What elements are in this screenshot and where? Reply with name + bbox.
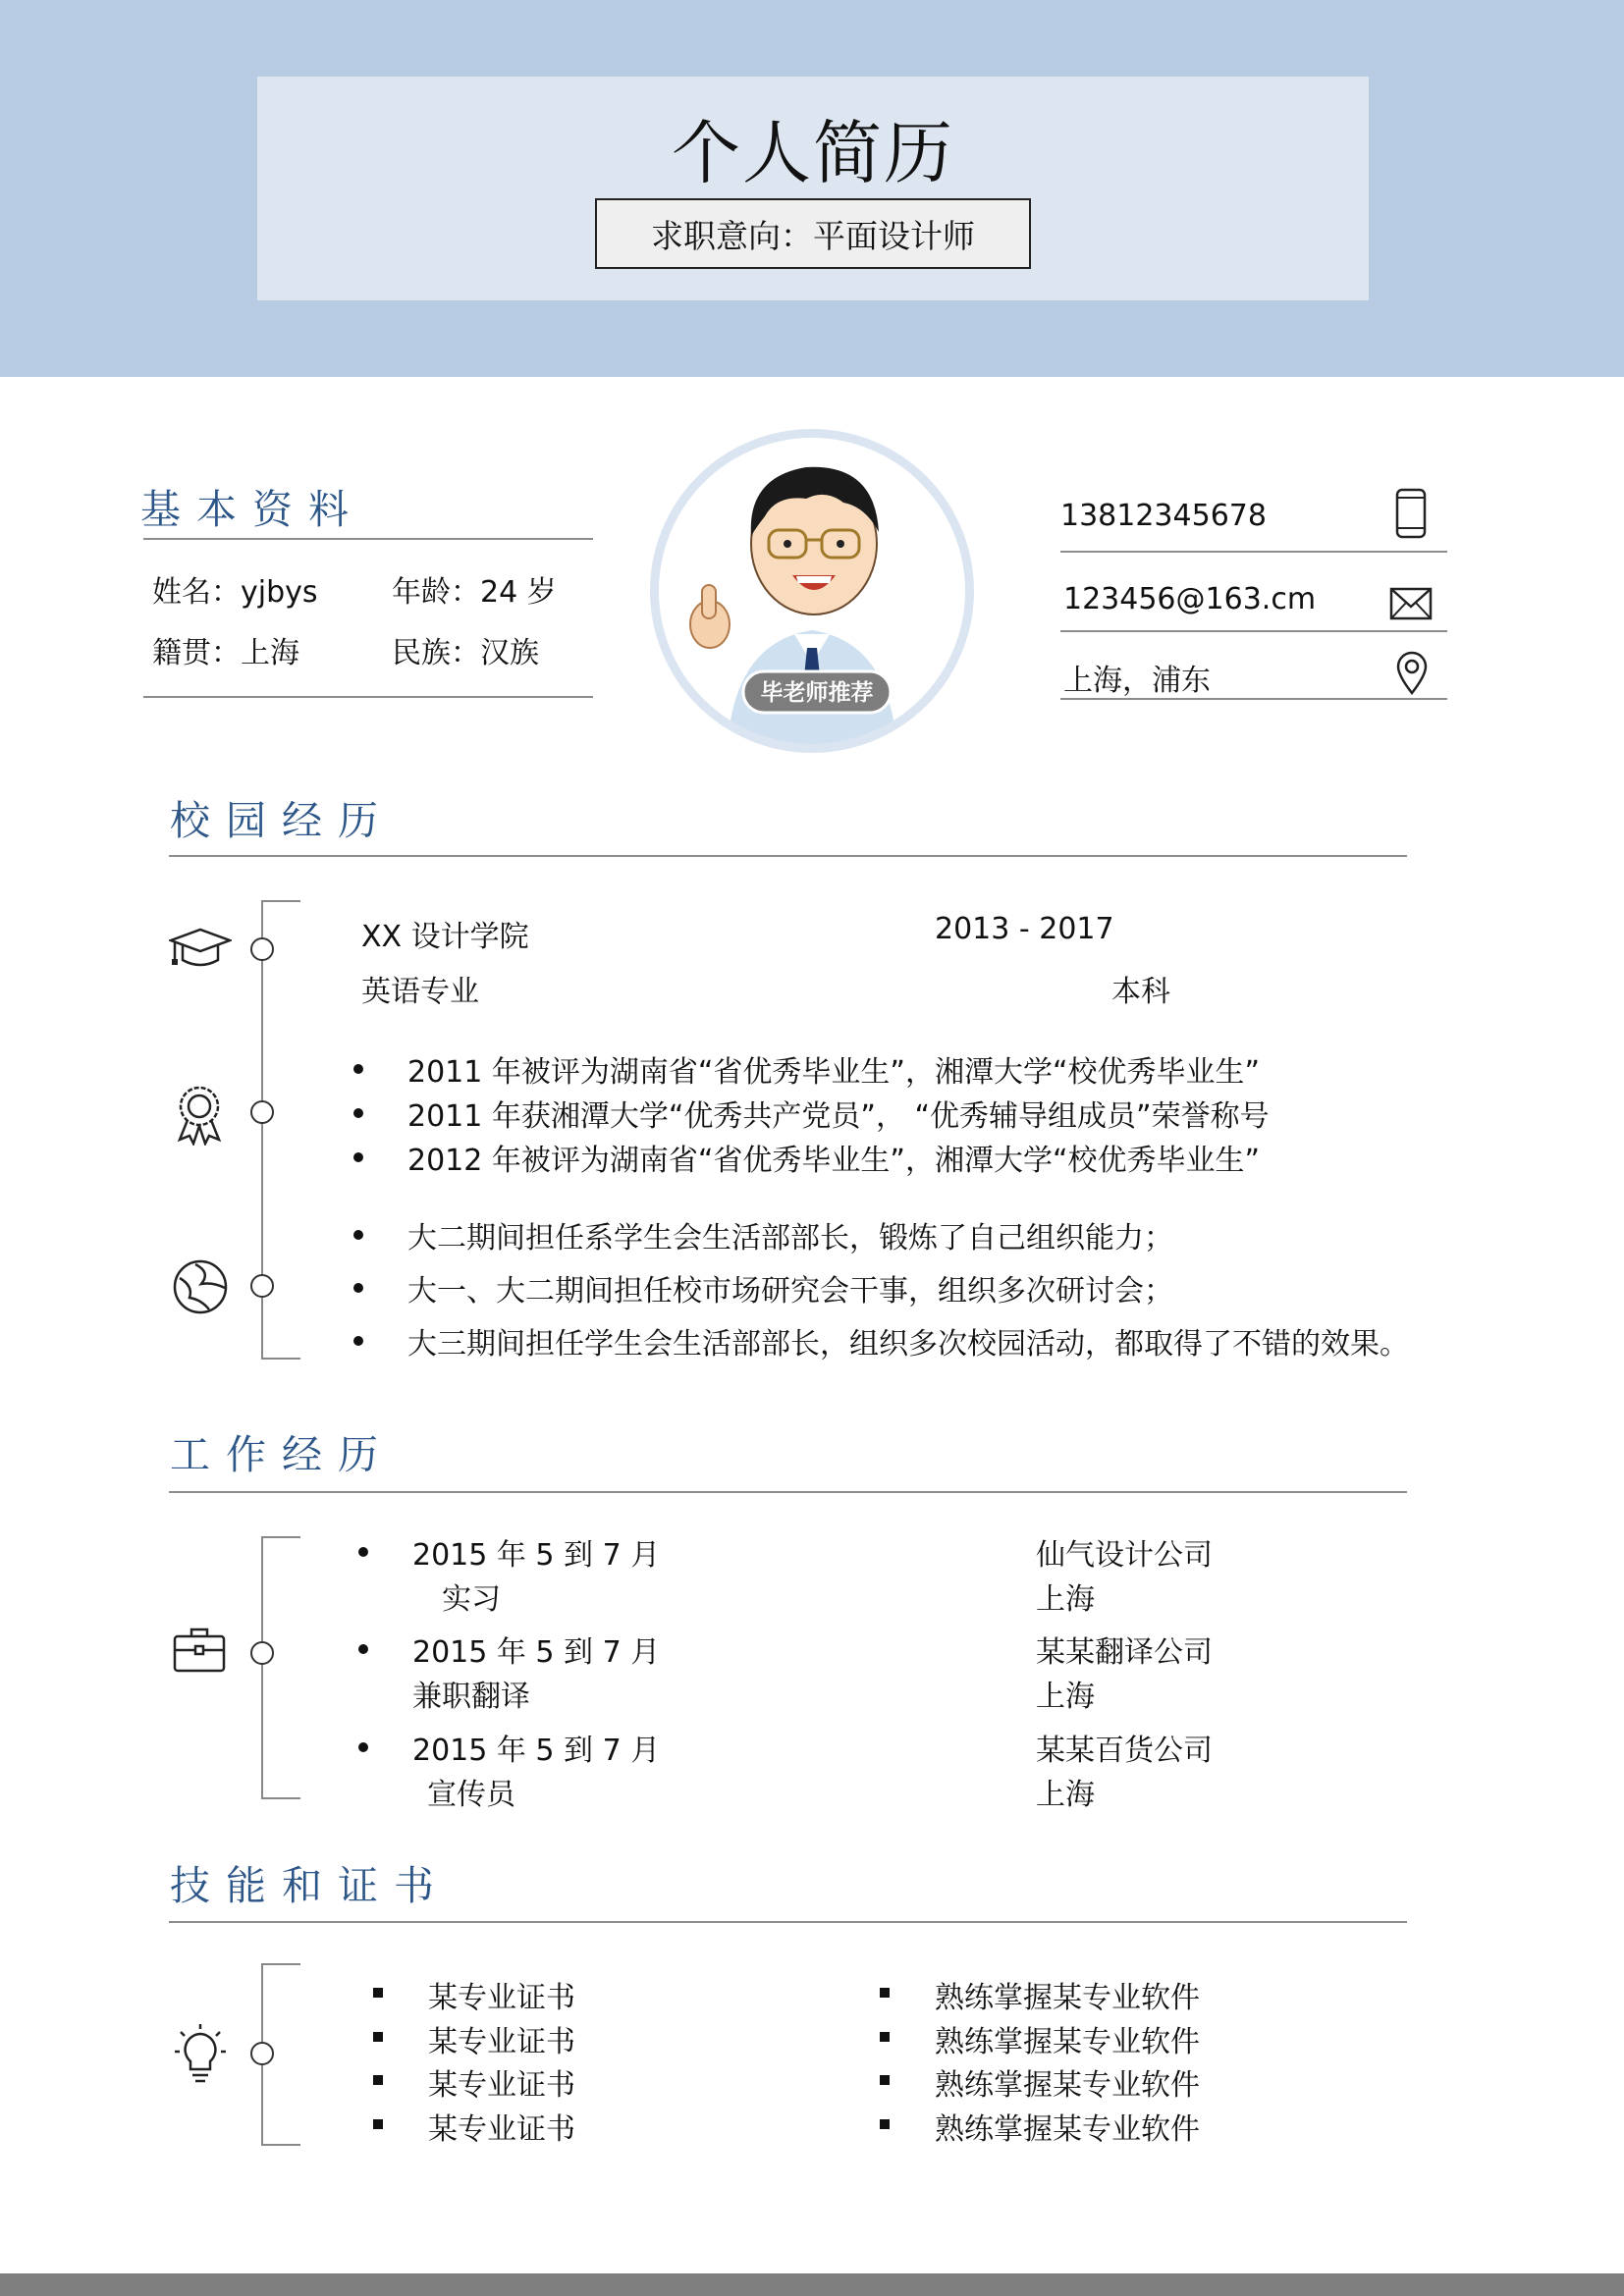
work-date: 2015 年 5 到 7 月 — [412, 1538, 661, 1573]
skills-divider — [169, 1921, 1407, 1923]
basic-info-divider-bottom — [143, 696, 593, 698]
activity-item: 大二期间担任系学生会生活部部长，锻炼了自己组织能力； — [407, 1221, 1173, 1255]
contact-divider-3 — [1060, 698, 1447, 700]
basic-info-heading: 基本资料 — [140, 486, 364, 533]
square-bullet — [373, 2032, 383, 2042]
work-divider — [169, 1491, 1407, 1493]
address: 上海，浦东 — [1063, 664, 1211, 698]
bullet — [353, 1064, 363, 1074]
degree: 本科 — [1111, 975, 1170, 1009]
software-item: 熟练掌握某专业软件 — [935, 1981, 1200, 2015]
contact-divider-1 — [1060, 551, 1447, 553]
timeline-dot — [250, 1641, 274, 1665]
honor-item: 2011 年获湘潭大学“优秀共产党员”， “优秀辅导组成员”荣誉称号 — [407, 1099, 1270, 1134]
square-bullet — [373, 2119, 383, 2129]
work-date: 2015 年 5 到 7 月 — [412, 1734, 661, 1768]
honor-item: 2012 年被评为湖南省“省优秀毕业生”，湘潭大学“校优秀毕业生” — [407, 1144, 1261, 1178]
bullet — [353, 1152, 363, 1162]
activity-item: 大三期间担任学生会生活部部长，组织多次校园活动，都取得了不错的效果。 — [407, 1327, 1409, 1362]
cert-item: 某专业证书 — [428, 2112, 575, 2147]
work-role: 兼职翻译 — [412, 1680, 530, 1714]
bullet — [358, 1547, 368, 1557]
avatar-badge-text: 毕老师推荐 — [760, 680, 874, 706]
work-heading: 工作经历 — [170, 1431, 394, 1478]
briefcase-icon — [172, 1627, 227, 1678]
bullet — [358, 1644, 368, 1654]
job-objective: 求职意向：平面设计师 — [595, 198, 1031, 269]
timeline-dot — [250, 1274, 274, 1298]
work-timeline — [261, 1536, 300, 1799]
work-role: 宣传员 — [427, 1778, 515, 1812]
footer-bar — [0, 2273, 1624, 2296]
bullet — [353, 1230, 363, 1240]
phone-number: 13812345678 — [1060, 499, 1267, 533]
email-address: 123456@163.cm — [1063, 582, 1317, 616]
software-item: 熟练掌握某专业软件 — [935, 2025, 1200, 2059]
age-field: 年龄：24 岁 — [392, 575, 557, 610]
campus-divider — [169, 855, 1407, 857]
cartoon-avatar-image — [659, 438, 965, 744]
study-years: 2013 - 2017 — [935, 912, 1114, 946]
square-bullet — [373, 1988, 383, 1998]
origin-field: 籍贯：上海 — [152, 636, 299, 670]
ethnicity-field: 民族：汉族 — [392, 636, 539, 670]
basic-info-divider-top — [143, 538, 593, 540]
timeline-dot — [250, 1100, 274, 1124]
bullet — [353, 1336, 363, 1346]
work-company: 某某翻译公司 — [1036, 1635, 1213, 1670]
phone-icon — [1394, 488, 1428, 543]
major: 英语专业 — [361, 975, 479, 1009]
globe-icon — [172, 1258, 229, 1319]
work-date: 2015 年 5 到 7 月 — [412, 1635, 661, 1670]
square-bullet — [880, 2075, 890, 2085]
lightbulb-icon — [173, 2022, 228, 2089]
campus-heading: 校园经历 — [170, 797, 394, 844]
work-company: 仙气设计公司 — [1036, 1538, 1213, 1573]
cert-item: 某专业证书 — [428, 2025, 575, 2059]
skills-heading: 技能和证书 — [170, 1862, 450, 1909]
timeline-dot — [250, 937, 274, 961]
square-bullet — [880, 2119, 890, 2129]
square-bullet — [880, 1988, 890, 1998]
work-role: 实习 — [442, 1582, 501, 1617]
square-bullet — [880, 2032, 890, 2042]
timeline-dot — [250, 2042, 274, 2065]
award-ribbon-icon — [174, 1083, 225, 1149]
work-city: 上海 — [1036, 1582, 1095, 1617]
bullet — [353, 1108, 363, 1118]
bullet — [353, 1283, 363, 1293]
work-city: 上海 — [1036, 1680, 1095, 1714]
activity-item: 大一、大二期间担任校市场研究会干事，组织多次研讨会； — [407, 1274, 1173, 1308]
cert-item: 某专业证书 — [428, 1981, 575, 2015]
envelope-icon — [1389, 587, 1433, 624]
page-title: 个人简历 — [672, 113, 954, 193]
honor-item: 2011 年被评为湖南省“省优秀毕业生”，湘潭大学“校优秀毕业生” — [407, 1055, 1261, 1090]
school-name: XX 设计学院 — [361, 920, 529, 954]
software-item: 熟练掌握某专业软件 — [935, 2068, 1200, 2103]
name-field: 姓名：yjbys — [152, 575, 318, 610]
work-company: 某某百货公司 — [1036, 1734, 1213, 1768]
work-city: 上海 — [1036, 1778, 1095, 1812]
graduation-cap-icon — [169, 927, 232, 976]
square-bullet — [373, 2075, 383, 2085]
bullet — [358, 1742, 368, 1752]
cert-item: 某专业证书 — [428, 2068, 575, 2103]
contact-divider-2 — [1060, 630, 1447, 632]
software-item: 熟练掌握某专业软件 — [935, 2112, 1200, 2147]
avatar — [650, 429, 974, 753]
location-pin-icon — [1394, 650, 1430, 699]
